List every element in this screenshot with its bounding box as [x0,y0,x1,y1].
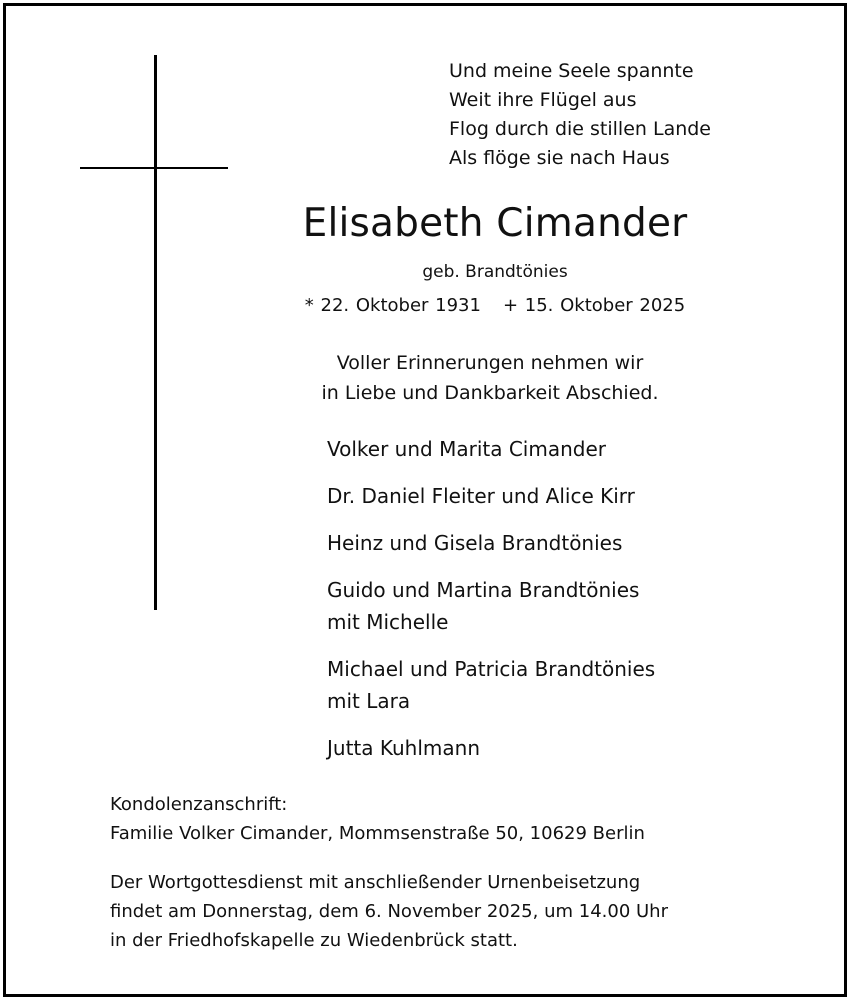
mourner-entry [327,527,655,559]
life-dates [280,295,710,316]
condolence-address-block [110,790,668,848]
mourner-line: Dr. Daniel Fleiter und Alice Kirr [327,484,635,508]
service-line: in der Friedhofskapelle zu Wiedenbrück statt. [110,930,518,951]
poem-line: Weit ihre Flügel aus [449,89,637,111]
mourner-entry [327,574,655,638]
mourner-entry [327,433,655,465]
mourner-line: Guido und Martina Brandtönies [327,578,640,602]
mourner-line: mit Lara [327,689,411,713]
mourners-list [327,433,655,779]
mourner-line: Jutta Kuhlmann [327,736,480,760]
poem-line: Als flöge sie nach Haus [449,147,670,169]
farewell-message [270,348,710,408]
cross-vertical-bar [154,55,157,610]
mourner-line: Heinz und Gisela Brandtönies [327,531,623,555]
service-line: Der Wortgottesdienst mit anschließender Urnenbeisetzung [110,872,641,893]
service-info-block [110,868,668,955]
farewell-line: Voller Erinnerungen nehmen wir [336,352,644,374]
mourner-line: Volker und Marita Cimander [327,437,606,461]
death-date: + 15. Oktober 2025 [502,295,686,316]
mourner-entry [327,653,655,717]
footer-info [110,790,668,975]
mourner-line: Michael und Patricia Brandtönies [327,657,656,681]
mourner-entry [327,480,655,512]
mourner-line: mit Michelle [327,610,449,634]
condolence-address: Familie Volker Cimander, Mommsenstraße 50, 10629 Berlin [110,823,645,844]
poem-line: Flog durch die stillen Lande [449,118,712,140]
cross-horizontal-bar [80,167,228,169]
farewell-line: in Liebe und Dankbarkeit Abschied. [321,382,659,404]
poem [449,57,711,173]
poem-line: Und meine Seele spannte [449,60,694,82]
mourner-entry [327,732,655,764]
birth-date: * 22. Oktober 1931 [304,295,481,316]
service-line: findet am Donnerstag, dem 6. November 2025, um 14.00 Uhr [110,901,668,922]
condolence-label: Kondolenzanschrift: [110,794,288,815]
maiden-name: geb. Brandtönies [422,262,568,282]
deceased-name: Elisabeth Cimander [302,201,688,246]
